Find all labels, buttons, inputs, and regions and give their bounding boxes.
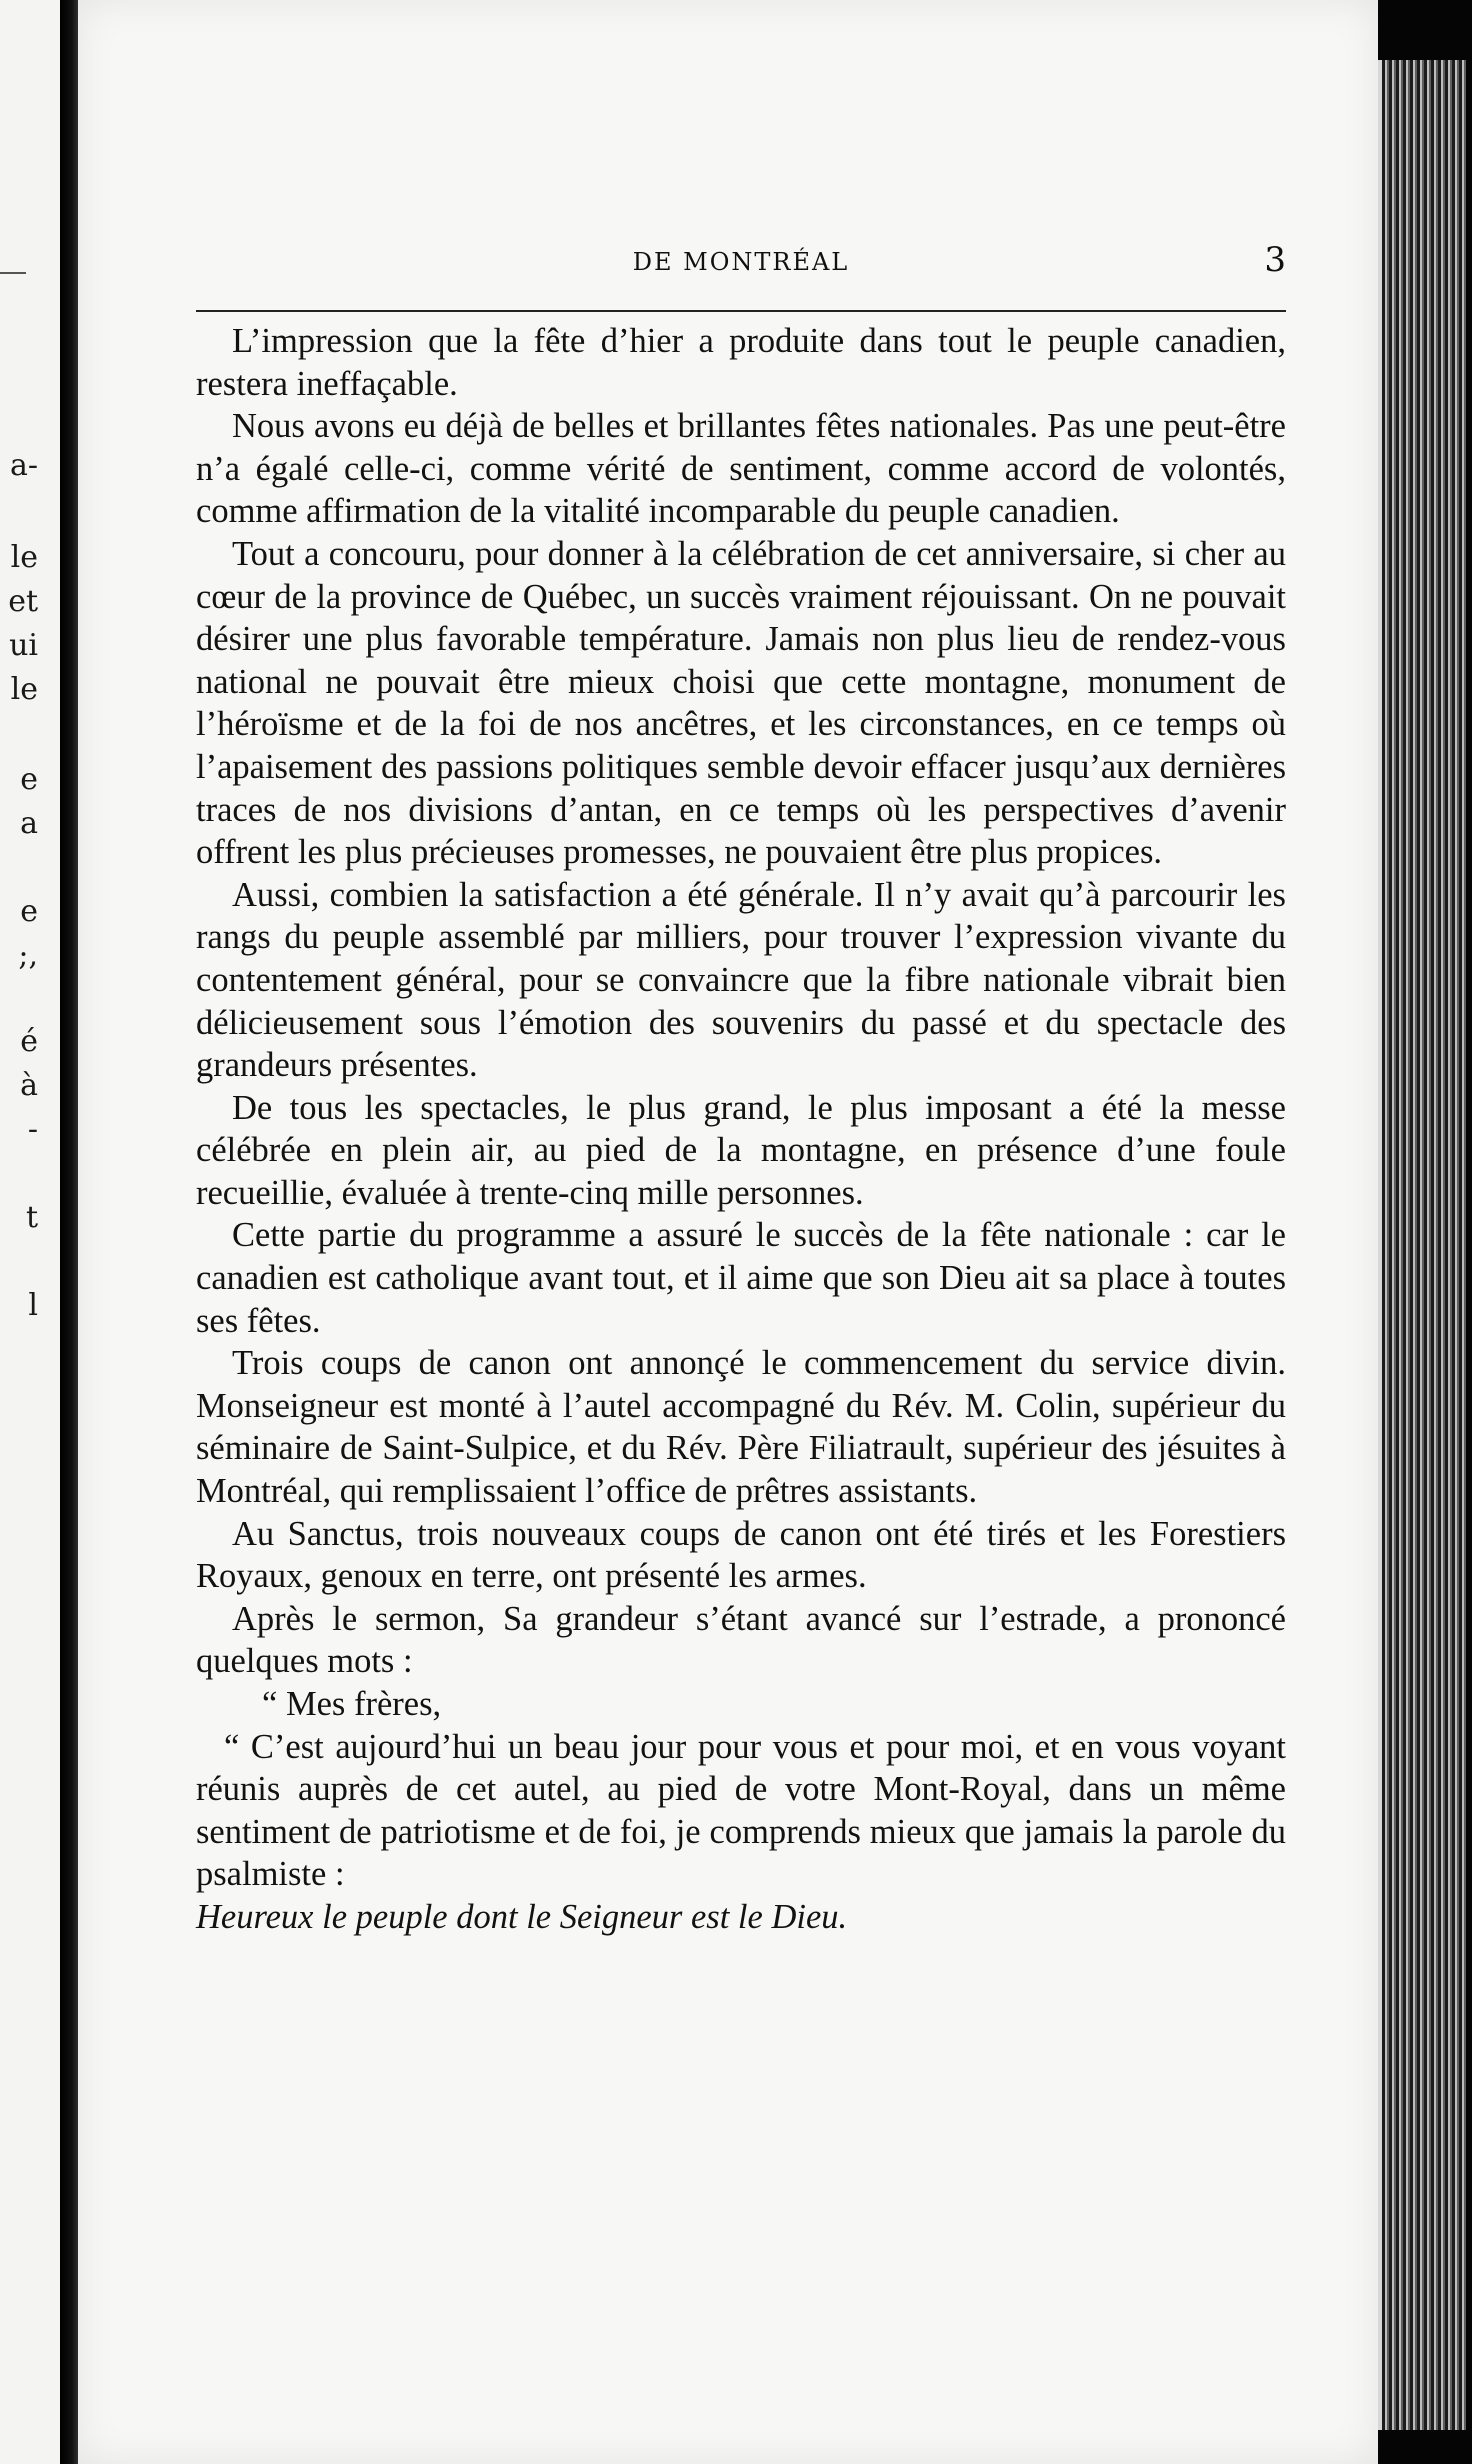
left-fragment-text: le: [10, 540, 38, 575]
left-fragment-text: l: [28, 1288, 38, 1323]
paragraph: L’impression que la fête d’hier a produite dans tout le peuple canadien, restera ineffaçable.: [196, 322, 1286, 403]
left-fragment-text: -: [27, 1112, 38, 1147]
speech-paragraph: “ C’est aujourd’hui un beau jour pour vous et pour moi, et en vous voyant réunis auprès de cet autel, au pied de votre Mont-Royal, dans un même sentiment de patriotisme et de foi, je comprends mieux que jamais la parole du psalmiste :: [196, 1727, 1286, 1894]
left-fragment-text: t: [25, 1200, 38, 1235]
left-fragment-text: à: [20, 1068, 38, 1103]
left-fragment-text: le: [10, 672, 38, 707]
book-gutter: [60, 0, 80, 2464]
paragraph: Trois coups de canon ont annonçé le commencement du service divin. Monseigneur est monté à l’autel accompagné du Rév. M. Colin, supérieur du séminaire de Saint-Sulpice, et du Rév. Père Filiatrault, supérieur des jésuites à Montréal, qui remplissaient l’office de prêtres assistants.: [196, 1344, 1286, 1511]
page-edges: [1378, 60, 1466, 2430]
paragraph: De tous les spectacles, le plus grand, le plus imposant a été la messe célébrée en plein air, au pied de la montagne, en présence d’une foule recueillie, évaluée à trente-cinq mille personnes.: [196, 1088, 1286, 1212]
paragraph: Après le sermon, Sa grandeur s’étant avancé sur l’estrade, a prononcé quelques mots :: [196, 1599, 1286, 1681]
paragraph: Nous avons eu déjà de belles et brillantes fêtes nationales. Pas une peut-être n’a égalé celle-ci, comme vérité de sentiment, comme accord de volontés, comme affirmation de la vitalité incomparable du peuple canadien.: [196, 407, 1286, 531]
paragraph: Aussi, combien la satisfaction a été générale. Il n’y avait qu’à parcourir les rangs du peuple assemblé par milliers, pour trouver l’expression vivante du contentement général, pour se convaincre que la fibre nationale vibrait bien délicieusement sous l’émotion des souvenirs du passé et du spectacle des grandeurs présentes.: [196, 875, 1286, 1085]
left-fragment-text: e: [20, 894, 38, 929]
left-fragment-text: ;,: [18, 938, 38, 973]
left-page-rule: [0, 272, 26, 274]
paragraph: Tout a concouru, pour donner à la célébration de cet anniversaire, si cher au cœur de la province de Québec, un succès vraiment réjouissant. On ne pouvait désirer une plus favorable température. Jamais non plus lieu de rendez-vous national ne pouvait être mieux choisi que cette montagne, monument de l’héroïsme et de la foi de nos ancêtres, et les circonstances, en ce temps où l’apaisement des passions politiques semble devoir effacer jusqu’aux dernières traces de nos divisions d’antan, en ce temps où les perspectives d’avenir offrent les plus précieuses promesses, ne pouvaient être plus propices.: [196, 534, 1286, 872]
header-rule: [196, 310, 1286, 312]
left-page-fragment: [0, 0, 60, 2464]
paragraph: Au Sanctus, trois nouveaux coups de canon ont été tirés et les Forestiers Royaux, genoux en terre, ont présenté les armes.: [196, 1514, 1286, 1596]
left-fragment-text: e: [20, 762, 38, 797]
page-body: [196, 320, 1286, 1939]
left-fragment-text: ui: [9, 628, 38, 663]
left-fragment-text: é: [20, 1024, 38, 1059]
psalm-quote: Heureux le peuple dont le Seigneur est le Dieu.: [196, 1897, 848, 1936]
left-fragment-text: a: [20, 806, 38, 841]
page-header: [196, 240, 1286, 290]
paragraph: Cette partie du programme a assuré le succès de la fête nationale : car le canadien est catholique avant tout, et il aime que son Dieu ait sa place à toutes ses fêtes.: [196, 1216, 1286, 1340]
left-fragment-text: a-: [9, 448, 38, 483]
page-number: 3: [1264, 240, 1286, 280]
speech-salutation: “ Mes frères,: [262, 1685, 442, 1723]
book-page: [78, 0, 1378, 2464]
running-head: DE MONTRÉAL: [632, 248, 850, 276]
left-fragment-text: et: [8, 584, 38, 619]
